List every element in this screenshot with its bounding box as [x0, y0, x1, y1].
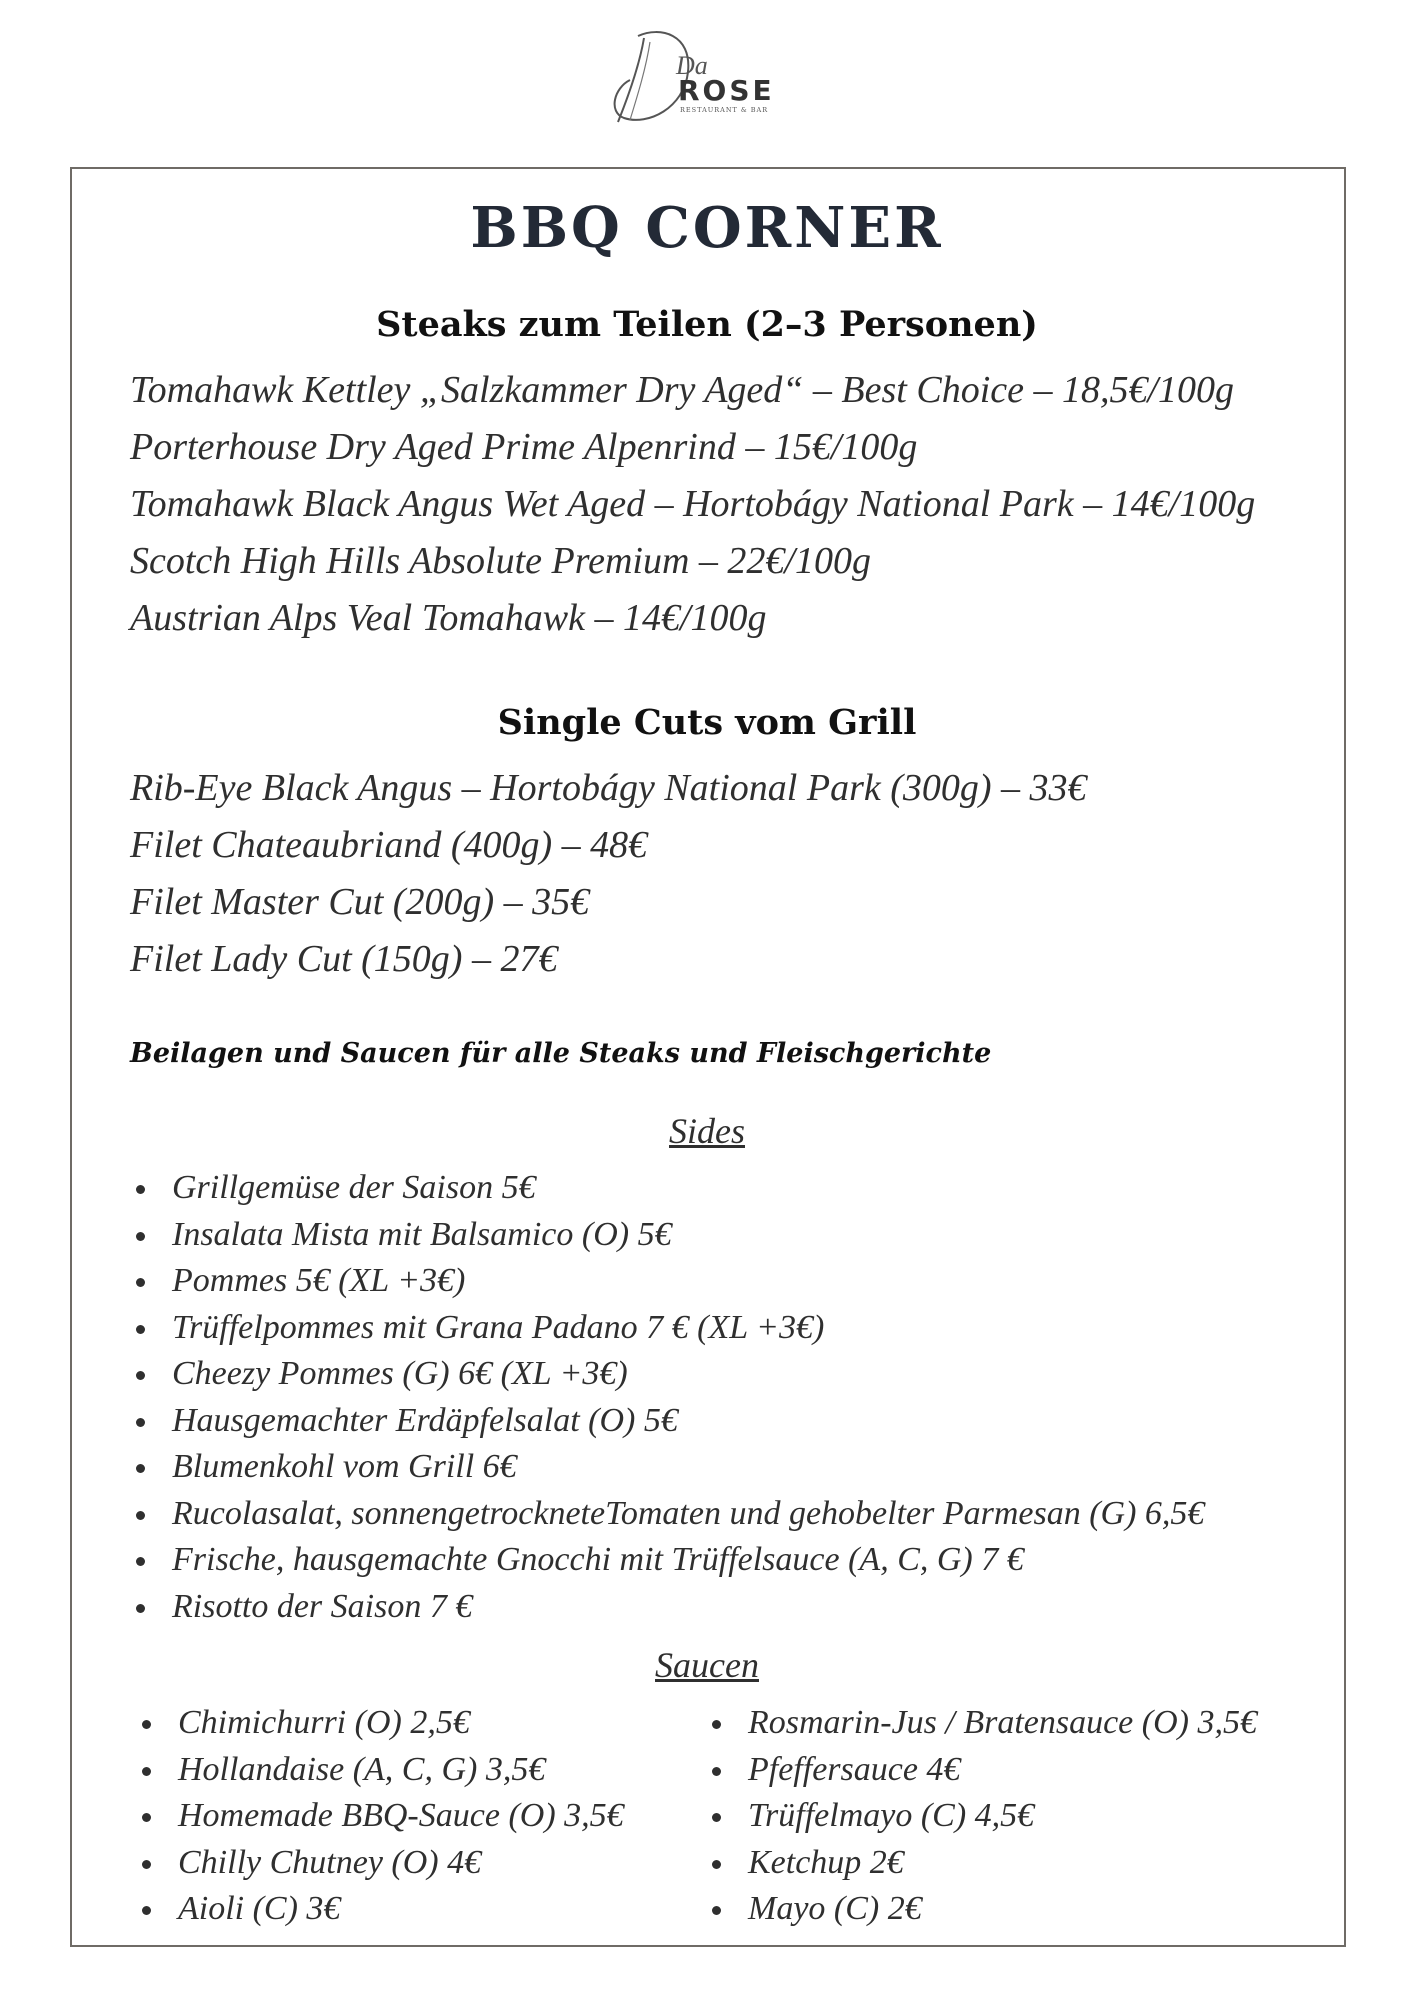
side-item: Pommes 5€ (XL +3€) [132, 1258, 1204, 1305]
sauce-item: Aioli (C) 3€ [138, 1886, 624, 1933]
menu-item: Austrian Alps Veal Tomahawk – 14€/100g [130, 597, 767, 639]
side-item: Insalata Mista mit Balsamico (O) 5€ [132, 1212, 1204, 1259]
single-list [130, 760, 1087, 988]
sides-list [132, 1165, 1204, 1630]
side-item: Cheezy Pommes (G) 6€ (XL +3€) [132, 1351, 1204, 1398]
sauce-item: Pfeffersauce 4€ [708, 1747, 1257, 1794]
sauces-heading: Saucen [655, 1645, 759, 1685]
sauce-item: Rosmarin-Jus / Bratensauce (O) 3,5€ [708, 1700, 1257, 1747]
sauce-item: Chimichurri (O) 2,5€ [138, 1700, 624, 1747]
side-item: Hausgemachter Erdäpfelsalat (O) 5€ [132, 1398, 1204, 1445]
sharing-heading: Steaks zum Teilen (2–3 Personen) [376, 304, 1038, 345]
menu-item: Filet Chateaubriand (400g) – 48€ [130, 824, 648, 866]
sides-note: Beilagen und Saucen für alle Steaks und Fleischgerichte [130, 1038, 992, 1069]
menu-item: Rib-Eye Black Angus – Hortobágy National Park (300g) – 33€ [130, 767, 1087, 809]
sauce-item: Chilly Chutney (O) 4€ [138, 1840, 624, 1887]
sauce-item: Mayo (C) 2€ [708, 1886, 1257, 1933]
sauce-item: Homemade BBQ-Sauce (O) 3,5€ [138, 1793, 624, 1840]
logo-name: ROSE [678, 74, 775, 107]
page-title: BBQ CORNER [470, 195, 944, 261]
sauce-item: Hollandaise (A, C, G) 3,5€ [138, 1747, 624, 1794]
sides-heading: Sides [669, 1111, 745, 1151]
sharing-list [130, 362, 1255, 647]
menu-item: Scotch High Hills Absolute Premium – 22€/100g [130, 540, 871, 582]
logo-script-letter: Da [676, 51, 708, 80]
side-item: Risotto der Saison 7 € [132, 1584, 1204, 1631]
logo-tagline: RESTAURANT & BAR [680, 106, 769, 114]
menu-item: Filet Lady Cut (150g) – 27€ [130, 938, 558, 980]
side-item: Rucolasalat, sonnengetrockneteTomaten und gehobelter Parmesan (G) 6,5€ [132, 1491, 1204, 1538]
sauces-left-list [138, 1700, 624, 1933]
menu-item: Filet Master Cut (200g) – 35€ [130, 881, 590, 923]
single-heading: Single Cuts vom Grill [497, 702, 917, 743]
sauce-item: Trüffelmayo (C) 4,5€ [708, 1793, 1257, 1840]
side-item: Frische, hausgemachte Gnocchi mit Trüffelsauce (A, C, G) 7 € [132, 1537, 1204, 1584]
sauces-right-list [708, 1700, 1257, 1933]
sauce-item: Ketchup 2€ [708, 1840, 1257, 1887]
side-item: Trüffelpommes mit Grana Padano 7 € (XL +3€) [132, 1305, 1204, 1352]
menu-item: Tomahawk Black Angus Wet Aged – Hortobágy National Park – 14€/100g [130, 483, 1256, 525]
menu-item: Porterhouse Dry Aged Prime Alpenrind – 15€/100g [130, 426, 918, 468]
side-item: Grillgemüse der Saison 5€ [132, 1165, 1204, 1212]
menu-item: Tomahawk Kettley „Salzkammer Dry Aged“ – Best Choice – 18,5€/100g [130, 369, 1235, 411]
da-rose-logo [600, 22, 800, 132]
side-item: Blumenkohl vom Grill 6€ [132, 1444, 1204, 1491]
